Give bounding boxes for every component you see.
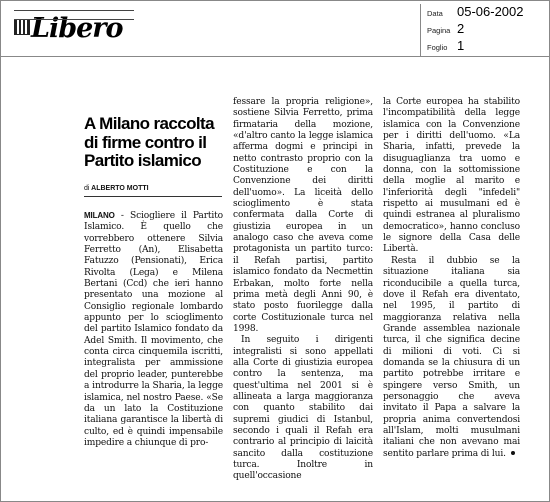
header-divider <box>1 56 549 57</box>
article-column-1 <box>84 210 223 462</box>
article-column-3 <box>383 97 520 470</box>
paragraph <box>84 210 223 449</box>
libero-logo <box>14 13 123 44</box>
paragraph-text: - Sciogliere il Partito Islamico. È quello che vorrebbero ottenere Silvia Ferretto (An), Elisabetta Fatuzzo (Pensionati), Erica Rivolta (Lega) e Milena Bertani (Ccd) che ieri hanno presentato una mozione al Consiglio regionale lombardo appunto per lo scioglimento del partito Islamico fondato da Adel Smith. Il movimento, che conta circa cinquemila iscritti, integralista per ammissione del proprio leader, punterebbe a introdurre la Sharia, la legge islamica, nel nostro Paese. «Se da un lato la Costituzione italiana garantisce la libertà di culto, ed è quindi impensabile impedire a chiunque di pro- <box>84 211 223 448</box>
meta-row-date <box>421 4 549 21</box>
meta-value: 05-06-2002 <box>457 4 524 19</box>
paragraph <box>383 256 520 460</box>
clipping-metadata <box>420 4 549 56</box>
article-headline: A Milano raccolta di firme contro il Partito islamico <box>84 114 214 170</box>
meta-key: Pagina <box>427 26 451 35</box>
meta-row-sheet <box>421 38 549 55</box>
paragraph-text: Resta il dubbio se la situazione italiana sia riconducibile a quella turca, dove il Refah era diventato, nel 1995, il partito di maggioranza relativa nella Grande assemblea nazionale turca, il che significa decine di milioni di voti. Ci si domanda se la chiusura di un partito potrebbe irritare e spingere verso Smith, un personaggio che aveva invitato il Papa a salvare la propria anima convertendosi all'Islam, molti musulmani italiani che non avevano mai sentito parlare prima di lui. <box>383 255 520 459</box>
article-column-2 <box>233 97 373 482</box>
logo-rule <box>14 10 134 20</box>
meta-key: Data <box>427 9 443 18</box>
meta-value: 1 <box>457 38 465 53</box>
meta-key: Foglio <box>427 43 448 52</box>
byline-prefix: di <box>84 185 90 192</box>
byline <box>84 185 222 192</box>
byline-author: ALBERTO MOTTI <box>91 185 149 192</box>
logo-emblem-icon <box>14 19 30 35</box>
meta-value: 2 <box>457 21 465 36</box>
end-mark-icon <box>511 451 515 455</box>
paragraph: fessare la propria religione», sostiene Silvia Ferretto, prima firmataria della mozione, «d'altro canto la legge islamica afferma dogmi e principi in netto contrasto proprio con la Costituzione e con la Convenzione dei diritti dell'uomo». La liceità dello scioglimento è stata confermata dalla Corte di giustizia europea in un analogo caso che aveva come protagonista un partito turco: il Refah partisi, partito islamico fondato da Necmettin Erbakan, molto forte nella prima metà degli Anni 90, è stato posto fuorilegge dalla corte Costituzionale turca nel 1998. <box>233 97 373 334</box>
dateline: MILANO <box>84 211 115 220</box>
paragraph: In seguito i dirigenti integralisti si sono appellati alla Corte di giustizia europea contro la sentenza, ma quest'ultima nel 2001 si è allineata a larga maggioranza con quanto stabilito dai supremi giudici di Istanbul, secondo i quali il Refah era contrario al principio di laicità sancito dalla costituzione turca. Inoltre in quell'occasione <box>233 335 373 482</box>
paragraph: la Corte europea ha stabilito l'incompatibilità della legge islamica con la Convenzione per i diritti dell'uomo. «La Sharia, infatti, prevede la disuguaglianza tra uomo e donna, con la sottomissione della moglie al marito e l'inferiorità degli "infedeli" rispetto ai musulmani ed è quindi estranea al pluralismo democratico», hanno concluso le signore della Casa delle Libertà. <box>383 97 520 255</box>
logo-text: Libero <box>31 13 123 44</box>
meta-row-page <box>421 21 549 38</box>
byline-divider <box>84 196 222 197</box>
